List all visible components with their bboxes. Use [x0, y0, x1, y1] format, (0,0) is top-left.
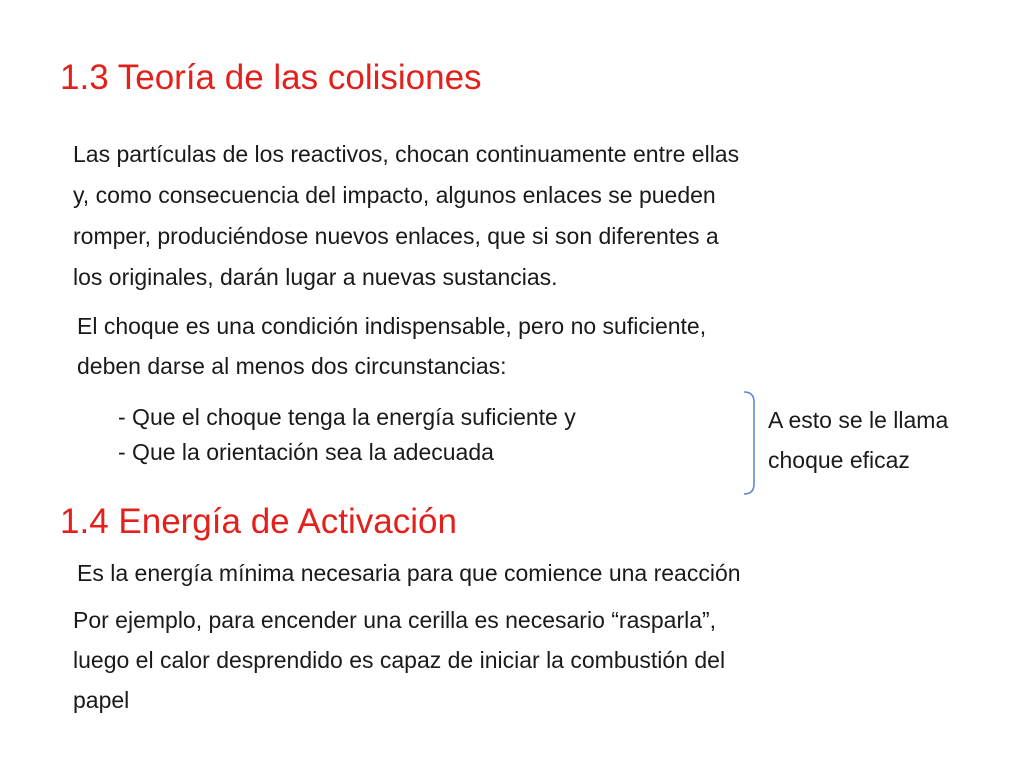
paragraph-line: los originales, darán lugar a nuevas sustancias. — [73, 264, 558, 290]
section-title-activation-energy: 1.4 Energía de Activación — [60, 502, 457, 541]
bracket-path — [744, 392, 754, 494]
paragraph-line: romper, produciéndose nuevos enlaces, que si son diferentes a — [73, 223, 719, 249]
paragraph-line: Por ejemplo, para encender una cerilla es necesario “rasparla”, — [73, 607, 717, 633]
condition-item: - Que el choque tenga la energía suficiente y — [118, 404, 576, 430]
activation-energy-example — [73, 600, 725, 720]
paragraph-line: Las partículas de los reactivos, chocan continuamente entre ellas — [73, 141, 740, 167]
condition-item: - Que la orientación sea la adecuada — [118, 439, 494, 465]
paragraph-line: luego el calor desprendido es capaz de iniciar la combustión del — [73, 647, 726, 673]
note-line: A esto se le llama — [768, 407, 949, 433]
conditions-list — [118, 400, 576, 470]
right-bracket-icon — [742, 390, 762, 496]
activation-energy-definition: Es la energía mínima necesaria para que comience una reacción — [77, 560, 741, 586]
collision-condition-paragraph — [77, 306, 706, 386]
paragraph-line: El choque es una condición indispensable, pero no suficiente, — [77, 313, 707, 339]
collision-theory-paragraph — [73, 134, 739, 298]
note-line: choque eficaz — [768, 447, 910, 473]
paragraph-line: deben darse al menos dos circunstancias: — [77, 353, 507, 379]
section-title-collision-theory: 1.3 Teoría de las colisiones — [60, 58, 482, 97]
paragraph-line: papel — [73, 687, 130, 713]
effective-collision-note — [768, 400, 948, 480]
paragraph-line: y, como consecuencia del impacto, algunos enlaces se pueden — [73, 182, 716, 208]
